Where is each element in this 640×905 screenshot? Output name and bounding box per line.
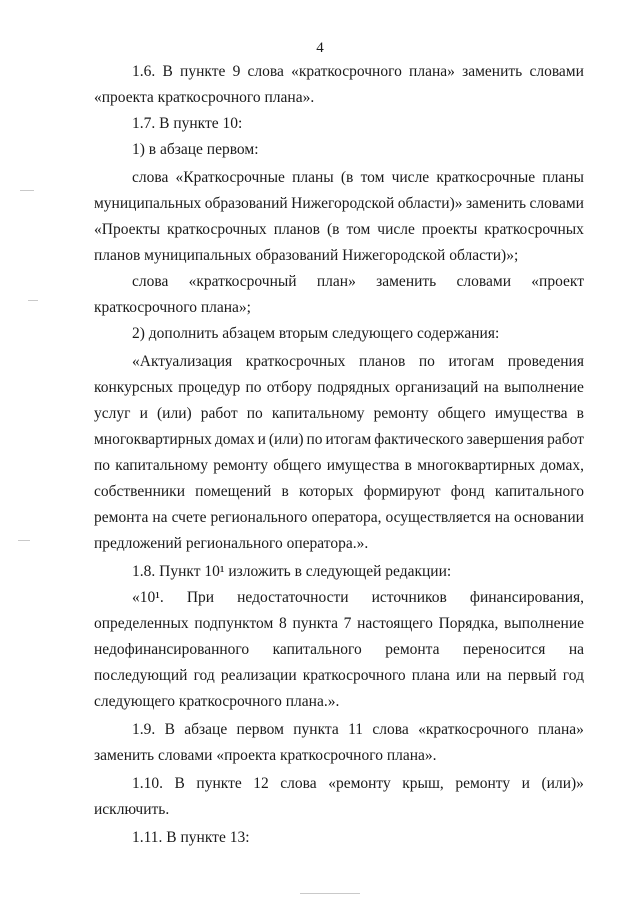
paragraph-7-line-5: по капитальному ремонту общего имущества в многоквартирных домах, bbox=[94, 457, 584, 474]
paragraph-5-line-1: слова «краткосрочный план» заменить словами «проект bbox=[132, 273, 584, 290]
paragraph-7-line-2: конкурсных процедур по отбору подрядных организаций на выполнение bbox=[94, 379, 584, 396]
paragraph-7-line-4: многоквартирных домах и (или) по итогам фактического завершения работ bbox=[94, 431, 584, 448]
paragraph-9-line-4: последующий год реализации краткосрочного плана или на первый год bbox=[94, 667, 584, 684]
paragraph-9-line-1: «10¹. При недостаточности источников финансирования, bbox=[132, 589, 584, 606]
paragraph-7-line-3: услуг и (или) работ по капитальному ремонту общего имущества в bbox=[94, 405, 584, 422]
scan-artifact bbox=[300, 893, 360, 894]
paragraph-4-line-1: слова «Краткосрочные планы (в том числе краткосрочные планы bbox=[132, 169, 584, 186]
paragraph-7-line-8: предложений регионального оператора.». bbox=[94, 535, 369, 552]
scan-artifact bbox=[18, 540, 30, 541]
paragraph-4-line-3: «Проекты краткосрочных планов (в том числе проекты краткосрочных bbox=[94, 221, 584, 238]
paragraph-2-line-1: 1.7. В пункте 10: bbox=[132, 115, 243, 132]
paragraph-4-line-4: планов муниципальных образований Нижегородской области)»; bbox=[94, 247, 519, 264]
paragraph-3-line-1: 1) в абзаце первом: bbox=[132, 141, 259, 158]
scan-artifact bbox=[20, 190, 34, 191]
paragraph-7-line-1: «Актуализация краткосрочных планов по итогам проведения bbox=[132, 353, 584, 370]
paragraph-4-line-2: муниципальных образований Нижегородской области)» заменить словами bbox=[94, 195, 584, 212]
paragraph-10-line-1: 1.9. В абзаце первом пункта 11 слова «краткосрочного плана» bbox=[132, 721, 584, 738]
paragraph-6-line-1: 2) дополнить абзацем вторым следующего содержания: bbox=[132, 325, 500, 342]
paragraph-11-line-1: 1.10. В пункте 12 слова «ремонту крыш, ремонту и (или)» bbox=[132, 775, 584, 792]
paragraph-9-line-2: определенных подпунктом 8 пункта 7 настоящего Порядка, выполнение bbox=[94, 615, 584, 632]
paragraph-9-line-5: следующего краткосрочного плана.». bbox=[94, 693, 340, 710]
paragraph-7-line-7: ремонта на счете регионального оператора, осуществляется на основании bbox=[94, 509, 584, 526]
paragraph-7-line-6: собственники помещений в которых формируют фонд капитального bbox=[94, 483, 584, 500]
scan-artifact bbox=[28, 300, 38, 301]
paragraph-1-line-1: 1.6. В пункте 9 слова «краткосрочного плана» заменить словами bbox=[132, 63, 584, 80]
paragraph-1-line-2: «проекта краткосрочного плана». bbox=[94, 89, 315, 106]
paragraph-5-line-2: краткосрочного плана»; bbox=[94, 299, 251, 316]
paragraph-11-line-2: исключить. bbox=[94, 801, 170, 818]
paragraph-8-line-1: 1.8. Пункт 10¹ изложить в следующей редакции: bbox=[132, 563, 452, 580]
page-number: 4 bbox=[316, 40, 324, 56]
paragraph-10-line-2: заменить словами «проекта краткосрочного плана». bbox=[94, 747, 437, 764]
paragraph-9-line-3: недофинансированного капитального ремонта переносится на bbox=[94, 641, 584, 658]
paragraph-12-line-1: 1.11. В пункте 13: bbox=[132, 829, 250, 846]
